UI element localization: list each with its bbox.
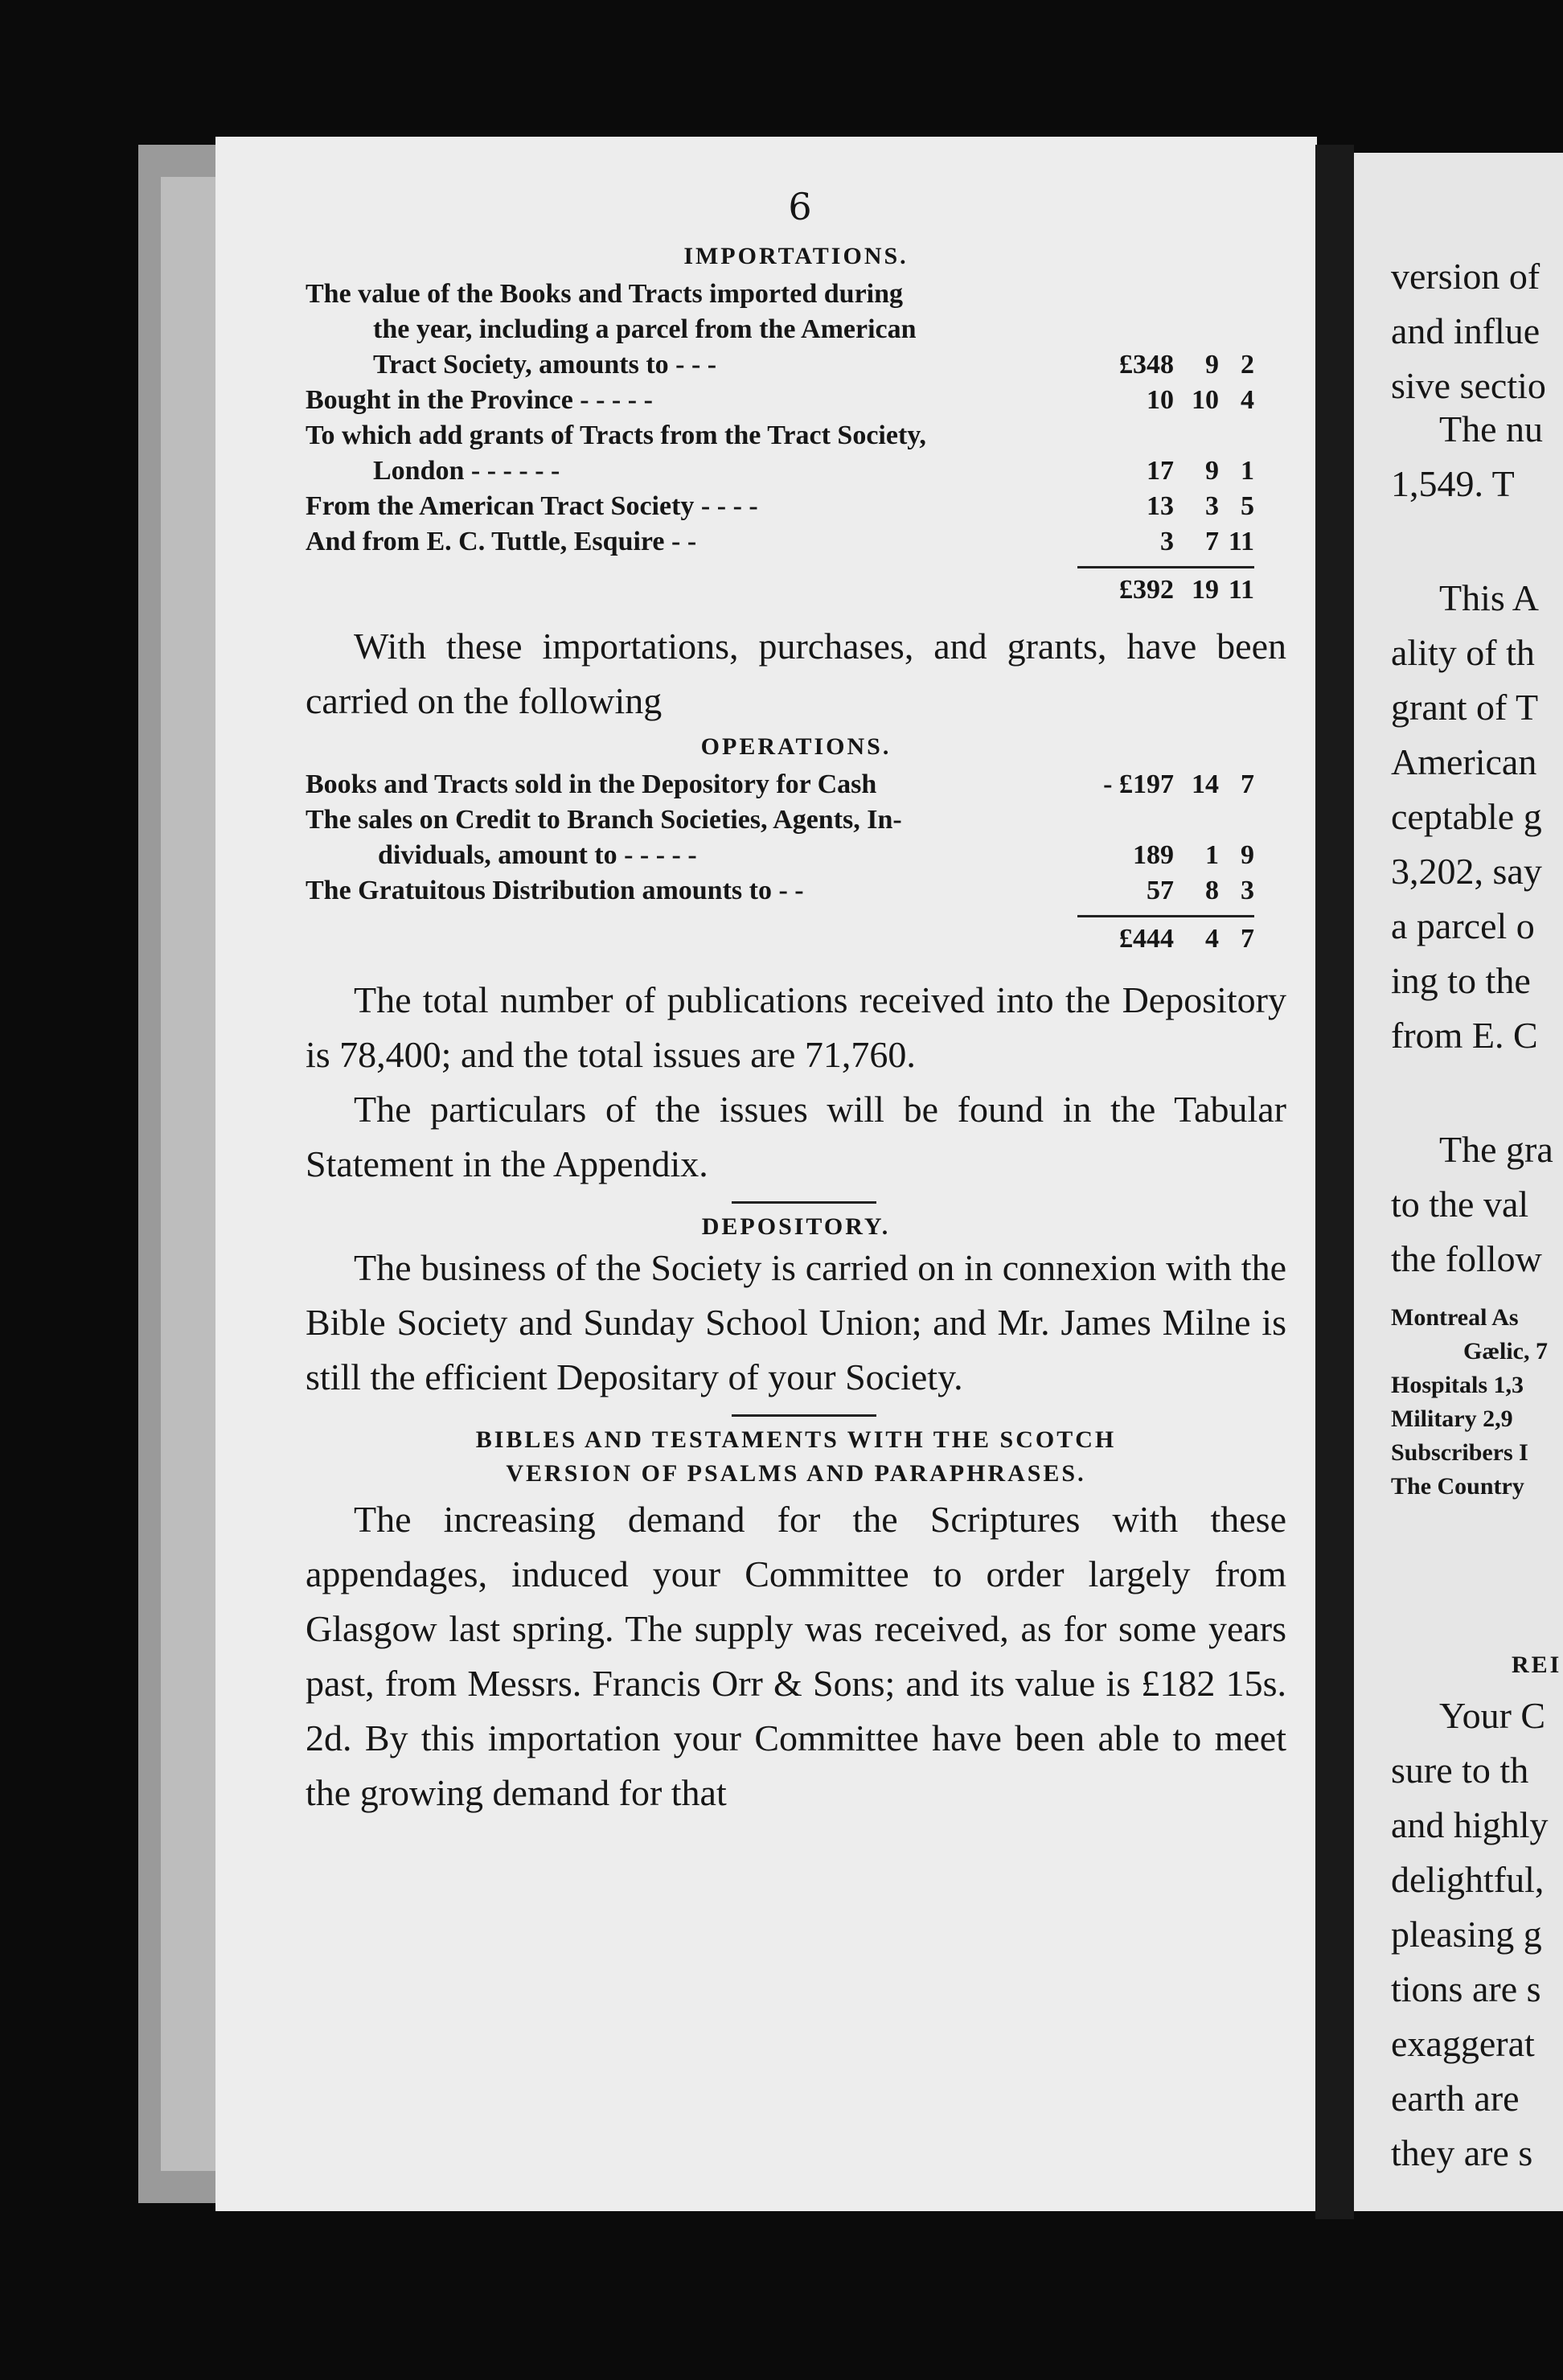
left-page-content bbox=[306, 185, 1286, 1820]
bibles-paragraph: The increasing demand for the Scriptures with these appendages, induced your Committee to order largely from Glasgow last spring. The supply was received, as for some years past, from Messrs. Francis Orr & Sons; and its value is £182 15s. 2d. By this importation your Committee have been able to meet the growing demand for that bbox=[306, 1499, 1286, 1813]
depository-paragraph: The business of the Society is carried on in connexion with the Bible Society and Sunday School Union; and Mr. James Milne is still the efficient Depositary of your Society. bbox=[306, 1247, 1286, 1397]
right-line: This A bbox=[1439, 577, 1539, 618]
right-line: version of bbox=[1391, 256, 1540, 297]
book-gutter bbox=[1315, 145, 1354, 2219]
ledger-row: Books and Tracts sold in the Depository for Cash - £197 14 7 bbox=[306, 769, 1254, 799]
right-table-line: The Country bbox=[1391, 1473, 1524, 1500]
ledger-row: The sales on Credit to Branch Societies, Agents, In- bbox=[306, 805, 902, 835]
right-line: sure to th bbox=[1391, 1750, 1529, 1791]
right-line: from E. C bbox=[1391, 1015, 1538, 1056]
right-line: a parcel o bbox=[1391, 905, 1535, 946]
bibles-heading-line-1: BIBLES AND TESTAMENTS WITH THE SCOTCH bbox=[475, 1426, 1117, 1453]
ledger-row: Tract Society, amounts to - - - £348 9 2 bbox=[373, 350, 1254, 380]
section-divider bbox=[732, 1201, 876, 1204]
total-paragraph: The total number of publications received into the Depository is 78,400; and the total issues are 71,760. bbox=[306, 979, 1286, 1075]
ledger-row: To which add grants of Tracts from the Tract Society, bbox=[306, 421, 926, 450]
depository-heading: DEPOSITORY. bbox=[701, 1213, 891, 1240]
right-line: 3,202, say bbox=[1391, 851, 1542, 892]
ledger-row: London - - - - - - 17 9 1 bbox=[373, 456, 1254, 486]
right-line: ality of th bbox=[1391, 632, 1535, 673]
operations-heading: OPERATIONS. bbox=[700, 733, 892, 760]
right-line: the follow bbox=[1391, 1238, 1542, 1279]
right-table-line: Subscribers I bbox=[1391, 1439, 1528, 1466]
right-line: 1,549. T bbox=[1391, 463, 1515, 504]
right-line: and influe bbox=[1391, 310, 1540, 351]
right-line: and highly bbox=[1391, 1804, 1549, 1845]
right-line: tions are s bbox=[1391, 1968, 1541, 2009]
right-line: delightful, bbox=[1391, 1859, 1545, 1900]
intro-paragraph: With these importations, purchases, and grants, have been carried on the following bbox=[306, 626, 1286, 721]
right-line: to the val bbox=[1391, 1184, 1529, 1225]
right-heading-fragment: REI bbox=[1512, 1652, 1562, 1678]
section-divider bbox=[732, 1414, 876, 1417]
right-line: The nu bbox=[1439, 408, 1544, 449]
ledger-row: The Gratuitous Distribution amounts to - - 57 8 3 bbox=[306, 876, 1254, 905]
right-table-line: Gælic, 7 bbox=[1463, 1338, 1548, 1364]
ledger-total: £392 19 11 bbox=[306, 560, 1254, 608]
right-line: exaggerat bbox=[1391, 2023, 1535, 2064]
operations-ledger bbox=[306, 767, 1254, 957]
ledger-row: dividuals, amount to - - - - - 189 1 9 bbox=[378, 840, 1254, 870]
ledger-row: The value of the Books and Tracts imported during bbox=[306, 279, 904, 309]
right-line: ing to the bbox=[1391, 960, 1531, 1001]
right-table-line: Hospitals 1,3 bbox=[1391, 1372, 1524, 1398]
right-line: The gra bbox=[1439, 1129, 1553, 1170]
right-table-line: Military 2,9 bbox=[1391, 1405, 1513, 1432]
page-number: 6 bbox=[788, 185, 812, 228]
right-line: pleasing g bbox=[1391, 1914, 1542, 1955]
importations-heading: IMPORTATIONS. bbox=[683, 243, 909, 269]
right-line: Your C bbox=[1439, 1695, 1546, 1736]
particulars-paragraph: The particulars of the issues will be found in the Tabular Statement in the Appendix. bbox=[306, 1089, 1286, 1184]
right-line: American bbox=[1391, 741, 1537, 782]
ledger-row: From the American Tract Society - - - - 13 3 5 bbox=[306, 491, 1254, 521]
right-line: earth are bbox=[1391, 2078, 1520, 2119]
right-line: grant of T bbox=[1391, 687, 1539, 728]
ledger-row: the year, including a parcel from the American bbox=[373, 314, 917, 344]
ledger-row: Bought in the Province - - - - - 10 10 4 bbox=[306, 385, 1254, 415]
right-line: sive sectio bbox=[1391, 365, 1546, 406]
right-line: they are s bbox=[1391, 2132, 1533, 2173]
bibles-heading-line-2: VERSION OF PSALMS AND PARAPHRASES. bbox=[506, 1460, 1086, 1487]
ledger-total: £444 4 7 bbox=[306, 909, 1254, 957]
importations-ledger bbox=[306, 277, 1254, 608]
ledger-row: And from E. C. Tuttle, Esquire - - 3 7 11 bbox=[306, 527, 1254, 556]
book-edge-inner bbox=[161, 177, 217, 2171]
right-line: ceptable g bbox=[1391, 796, 1542, 837]
right-table-line: Montreal As bbox=[1391, 1304, 1519, 1331]
